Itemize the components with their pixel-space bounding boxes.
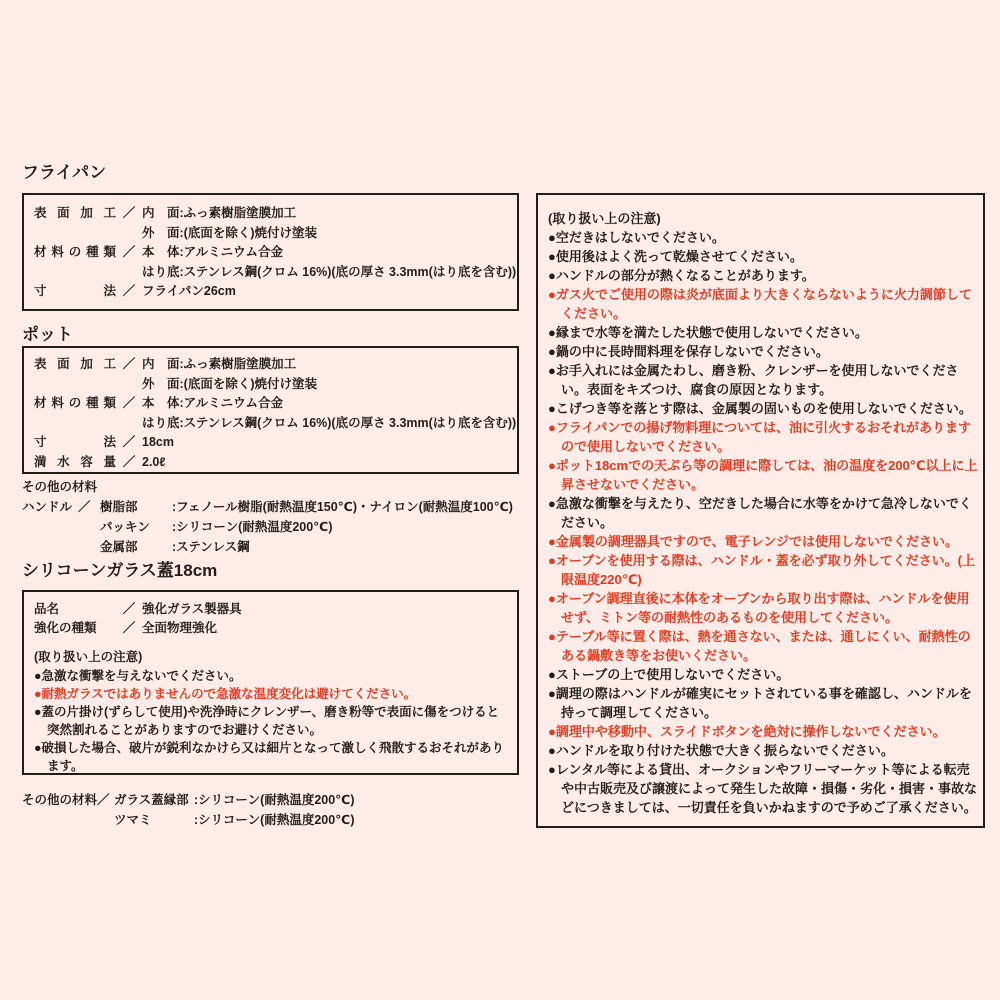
precaution-item: ●縁まで水等を満たした状態で使用しないでください。 <box>548 325 868 340</box>
spec-row <box>34 375 507 395</box>
lid-note: ●急激な衝撃を与えないでください。 <box>34 669 242 683</box>
precaution-item: ●空だきはしないでください。 <box>548 230 725 245</box>
pot-section-title: ポット <box>22 325 73 344</box>
precaution-item: ●こげつき等を落とす際は、金属製の固いものを使用しないでください。 <box>548 401 972 416</box>
spec-separator <box>116 375 142 395</box>
precaution-item: ●調理の際はハンドルが確実にセットされている事を確認し、ハンドルを持って調理してください。 <box>548 686 972 720</box>
spec-row <box>34 282 507 302</box>
spec-separator <box>116 263 142 283</box>
lid-note: ●破損した場合、破片が鋭利なかけら又は細片となって激しく飛散するおそれがあります。 <box>34 741 505 773</box>
spec-value: 2.0ℓ <box>142 454 166 469</box>
spec-row <box>34 394 507 414</box>
spec-value: 内 面:ふっ素樹脂塗膜加工 <box>142 206 297 220</box>
spec-row <box>34 619 507 638</box>
precaution-item: ●レンタル等による貸出、オークションやフリーマーケット等による転売や中古販売及び譲渡によって発生した故障・損傷・劣化・損害・事故などにつきましては、一切責任を負いかねますので予めご了承ください。 <box>548 762 978 815</box>
spec-value: はり底:ステンレス鋼(クロム 16%)(底の厚さ 3.3mm(はり底を含む)) <box>142 264 517 279</box>
spec-value: はり底:ステンレス鋼(クロム 16%)(底の厚さ 3.3mm(はり底を含む)) <box>142 415 517 430</box>
precaution-item: ●ストーブの上で使用しないでください。 <box>548 667 790 682</box>
precaution-item: ●急激な衝撃を与えたり、空だきした場合に水等をかけて急冷しないでください。 <box>548 496 972 530</box>
lid-note: ●蓋の片掛け(ずらして使用)や洗浄時にクレンザー、磨き粉等で表面に傷をつけると突然割れることがありますのでお避けください。 <box>34 705 500 737</box>
spec-separator: ／ <box>122 357 136 371</box>
material-subpart: 金属部 <box>100 540 138 554</box>
glass-lid-spec-box <box>22 590 519 775</box>
spec-separator: ／ <box>122 284 136 299</box>
spec-row <box>34 453 507 473</box>
spec-separator: ／ <box>122 602 136 616</box>
spec-row <box>34 600 507 619</box>
spec-separator: ／ <box>122 454 136 469</box>
spec-separator: ／ <box>122 621 136 635</box>
precaution-item: ●テーブル等に置く際は、熱を通さない、または、通しにくい、耐熱性のある鍋敷き等をお使いください。 <box>548 629 971 663</box>
precautions-title: (取り扱い上の注意) <box>548 211 661 226</box>
precaution-item: ●ポット18cmでの天ぷら等の調理に際しては、油の温度を200℃以上に上昇させないでください。 <box>548 458 978 492</box>
precaution-item: ●金属製の調理器具ですので、電子レンジでは使用しないでください。 <box>548 534 958 549</box>
precaution-item: ●使用後はよく洗って乾燥させてください。 <box>548 249 803 264</box>
spec-label: 寸法 <box>34 284 116 299</box>
precaution-item: ●ハンドルの部分が熱くなることがあります。 <box>548 268 815 283</box>
precaution-item: ●オーブンを使用する際は、ハンドル・蓋を必ず取り外してください。(上限温度220℃) <box>548 553 976 587</box>
other-materials-title: その他の材料 <box>22 480 98 494</box>
spec-separator <box>116 224 142 244</box>
lid-notes-title: (取り扱い上の注意) <box>34 650 143 664</box>
spec-label <box>34 414 116 434</box>
pot-spec-box <box>22 346 519 474</box>
precaution-item: ●ガス火でご使用の際は炎が底面より大きくならないように火力調節してください。 <box>548 287 972 321</box>
handling-precautions-box <box>536 193 985 828</box>
material-part <box>22 517 78 537</box>
spec-row <box>34 433 507 453</box>
material-subpart: 樹脂部 <box>100 500 138 514</box>
spec-label: 満水容量 <box>34 454 116 469</box>
spec-separator: ／ <box>122 245 136 260</box>
precaution-item: ●ハンドルを取り付けた状態で大きく振らないでください。 <box>548 743 894 758</box>
spec-label <box>34 375 116 395</box>
spec-label <box>34 263 116 283</box>
spec-value: 外 面:(底面を除く)焼付け塗装 <box>142 225 317 240</box>
spec-row <box>34 224 507 244</box>
spec-row <box>34 355 507 375</box>
frypan-section-title: フライパン <box>22 163 107 182</box>
material-part: その他の材料／ <box>22 793 110 807</box>
spec-row <box>34 414 517 434</box>
material-value: :ステンレス鋼 <box>172 540 250 554</box>
spec-value: フライパン26cm <box>142 284 236 299</box>
material-row <box>22 537 513 557</box>
precaution-item: ●お手入れには金属たわし、磨き粉、クレンザーを使用しないでください。表面をキズつけ、腐食の原因となります。 <box>548 363 959 397</box>
spec-label: 品名 <box>34 602 60 616</box>
material-part <box>22 810 114 830</box>
material-subpart: ガラス蓋縁部 <box>114 793 189 807</box>
material-separator <box>78 537 100 557</box>
material-part <box>22 537 78 557</box>
spec-label: 表面加工 <box>34 357 116 371</box>
material-subpart: パッキン <box>100 520 150 534</box>
material-row <box>22 517 513 537</box>
spec-label <box>34 224 116 244</box>
spec-separator <box>116 414 142 434</box>
spec-row <box>34 243 507 263</box>
spec-value: 全面物理強化 <box>142 621 218 635</box>
spec-separator: ／ <box>122 435 136 450</box>
material-row <box>22 790 354 810</box>
glass-lid-section-title: シリコーンガラス蓋18cm <box>22 561 218 580</box>
spec-value: 本 体:アルミニウム合金 <box>142 245 284 260</box>
precaution-item: ●鍋の中に長時間料理を保存しないでください。 <box>548 344 829 359</box>
material-value: :シリコーン(耐熱温度200℃) <box>194 793 355 807</box>
material-separator: ／ <box>78 500 91 514</box>
other-materials-handle <box>22 477 513 557</box>
spec-value: 強化ガラス製器具 <box>142 602 242 616</box>
lid-note: ●耐熱ガラスではありませんので急激な温度変化は避けてください。 <box>34 687 417 701</box>
frypan-spec-box <box>22 193 519 311</box>
precaution-item: ●調理中や移動中、スライドボタンを絶対に操作しないでください。 <box>548 724 946 739</box>
material-row <box>22 810 354 830</box>
spec-label: 強化の種類 <box>34 621 97 635</box>
spec-label: 材料の種類 <box>34 396 116 411</box>
precaution-item: ●オーブン調理直後に本体をオーブンから取り出す際は、ハンドルを使用せず、ミトン等の耐熱性のあるものを使用してください。 <box>548 591 970 625</box>
material-row <box>22 497 513 517</box>
spec-row <box>34 263 517 283</box>
material-value: :フェノール樹脂(耐熱温度150℃)・ナイロン(耐熱温度100℃) <box>172 500 513 514</box>
spec-row <box>34 204 507 224</box>
spec-label: 寸法 <box>34 435 116 450</box>
spec-value: 外 面:(底面を除く)焼付け塗装 <box>142 376 317 391</box>
material-separator <box>78 517 100 537</box>
spec-label: 表面加工 <box>34 206 116 220</box>
spec-value: 18cm <box>142 435 174 450</box>
spec-value: 内 面:ふっ素樹脂塗膜加工 <box>142 357 297 371</box>
material-value: :シリコーン(耐熱温度200℃) <box>194 813 355 827</box>
material-value: :シリコーン(耐熱温度200℃) <box>172 520 333 534</box>
material-part: ハンドル <box>22 500 73 514</box>
spec-label: 材料の種類 <box>34 245 116 260</box>
spec-separator: ／ <box>122 206 136 220</box>
other-materials-lid <box>22 790 354 830</box>
precaution-item: ●フライパンでの揚げ物料理については、油に引火するおそれがありますので使用しないでください。 <box>548 420 971 454</box>
material-subpart: ツマミ <box>114 813 152 827</box>
spec-value: 本 体:アルミニウム合金 <box>142 396 284 411</box>
spec-separator: ／ <box>122 396 136 411</box>
spacer <box>34 638 507 648</box>
